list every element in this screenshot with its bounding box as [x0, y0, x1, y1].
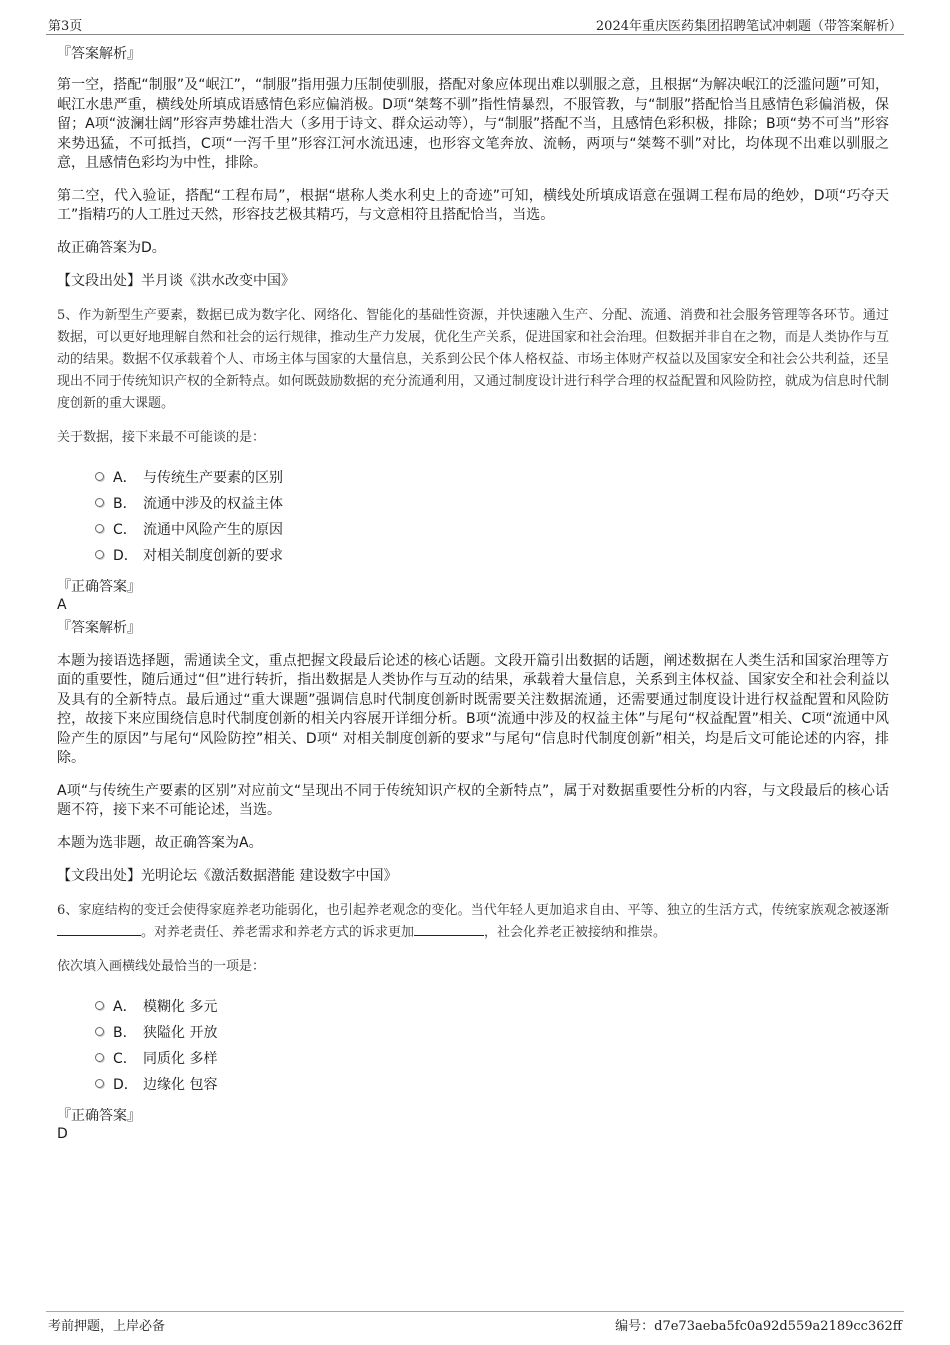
option-letter: C．	[113, 521, 137, 538]
q6-option-a[interactable]	[95, 993, 889, 1019]
q5-source: 【文段出处】光明论坛《激活数据潜能 建设数字中国》	[57, 868, 398, 884]
option-letter: B．	[113, 495, 137, 512]
option-letter: B．	[113, 1024, 137, 1041]
q6-option-d[interactable]	[95, 1071, 889, 1097]
option-text: 狭隘化 开放	[143, 1024, 218, 1041]
page-number: 第3页	[48, 19, 83, 34]
option-text: 流通中涉及的权益主体	[143, 495, 283, 512]
q4-source: 【文段出处】半月谈《洪水改变中国》	[57, 273, 295, 289]
q6-stem-part-2: 。对养老责任、养老需求和养老方式的诉求更加	[141, 925, 415, 940]
q6-answer-label: 『正确答案』	[57, 1107, 141, 1124]
radio-icon[interactable]	[95, 1027, 104, 1036]
q4-analysis-label: 『答案解析』	[57, 46, 141, 62]
footer-slogan: 考前押题，上岸必备	[48, 1319, 166, 1334]
q6-options	[95, 993, 889, 1097]
q6-option-c[interactable]	[95, 1045, 889, 1071]
q6-stem	[57, 900, 889, 944]
option-letter: A．	[113, 469, 137, 486]
option-text: 模糊化 多元	[143, 998, 218, 1015]
q5-option-a[interactable]	[95, 464, 889, 490]
q6-prompt: 依次填入画横线处最恰当的一项是：	[57, 959, 266, 974]
radio-icon[interactable]	[95, 1001, 104, 1010]
option-letter: A．	[113, 998, 137, 1015]
document-title: 2024年重庆医药集团招聘笔试冲刺题（带答案解析）	[595, 19, 902, 34]
option-text: 流通中风险产生的原因	[143, 521, 283, 538]
q6-blank-1	[57, 923, 141, 936]
q5-analysis-label: 『答案解析』	[57, 619, 141, 636]
q5-stem: 5、作为新型生产要素，数据已成为数字化、网络化、智能化的基础性资源，并快速融入生产、分配、流通、消费和社会服务管理等各环节。通过数据，可以更好地理解自然和社会的运行规律，推动生产力发展，优化生产关系，促进国家和社会治理。但数据并非自在之物，而是人类协作与互动的结果。数据不仅承载着个人、市场主体与国家的大量信息，关系到公民个体人格权益、市场主体财产权益以及国家安全和社会公共利益，还呈现出不同于传统知识产权的全新特点。如何既鼓励数据的充分流通利用，又通过制度设计进行科学合理的权益配置和风险防控，就成为信息时代制度创新的重大课题。	[57, 308, 890, 411]
q5-analysis-paragraph-1: 本题为接语选择题，需通读全文，重点把握文段最后论述的核心话题。文段开篇引出数据的话题，阐述数据在人类生活和国家治理等方面的重要性，随后通过“但”进行转折，指出数据是人类协作与互动的结果，承载着大量信息，关系到主体权益、国家安全和社会利益以及具有的全新特点。最后通过“重大课题”强调信息时代制度创新时既需要关注数据流通，还需要通过制度设计进行权益配置和风险防控，故接下来应围绕信息时代制度创新的相关内容展开详细分析。B项“流通中涉及的权益主体”与尾句“权益配置”相关、C项“流通中风险产生的原因”与尾句“风险防控”相关、D项“ 对相关制度创新的要求”与尾句“信息时代制度创新”相关，均是后文可能论述的内容，排除。	[57, 652, 889, 766]
q4-analysis-paragraph-2: 第二空，代入验证，搭配“工程布局”，根据“堪称人类水利史上的奇迹”可知，横线处所填成语意在强调工程布局的绝妙，D项“巧夺天工”指精巧的人工胜过天然，形容技艺极其精巧，与文意相符且搭配恰当，当选。	[57, 187, 889, 223]
q5-option-d[interactable]	[95, 542, 889, 568]
q5-option-c[interactable]	[95, 516, 889, 542]
q5-option-b[interactable]	[95, 490, 889, 516]
option-text: 对相关制度创新的要求	[143, 547, 283, 564]
option-text: 边缘化 包容	[143, 1076, 218, 1093]
radio-icon[interactable]	[95, 1079, 104, 1088]
radio-icon[interactable]	[95, 1053, 104, 1062]
q5-prompt: 关于数据，接下来最不可能谈的是：	[57, 430, 266, 445]
q4-analysis-paragraph-1: 第一空，搭配“制服”及“岷江”，“制服”指用强力压制使驯服，搭配对象应体现出难以驯服之意，且根据“为解决岷江的泛滥问题”可知，岷江水患严重，横线处所填成语感情色彩应偏消极。D项“桀骜不驯”指性情暴烈，不服管教，与“制服”搭配恰当且感情色彩偏消极，保留；A项“波澜壮阔”形容声势雄壮浩大（多用于诗文、群众运动等），与“制服”搭配不当，且感情色彩积极，排除；B项“势不可当”形容来势迅猛，不可抵挡，C项“一泻千里”形容江河水流迅速，也形容文笔奔放、流畅，两项与“桀骜不驯”对比，均体现不出难以驯服之意，且感情色彩均为中性，排除。	[57, 77, 889, 171]
q6-answer: D	[57, 1125, 68, 1142]
radio-icon[interactable]	[95, 524, 104, 533]
option-letter: D．	[113, 1076, 138, 1093]
main-content	[57, 44, 889, 1147]
option-letter: C．	[113, 1050, 137, 1067]
option-text: 同质化 多样	[143, 1050, 218, 1067]
q5-options	[95, 464, 889, 568]
q5-analysis-paragraph-2: A项“与传统生产要素的区别”对应前文“呈现出不同于传统知识产权的全新特点”，属于对数据重要性分析的内容，与文段最后的核心话题不符，接下来不可能论述，当选。	[57, 782, 889, 818]
q5-analysis-paragraph-3: 本题为选非题，故正确答案为A。	[57, 834, 263, 851]
option-letter: D．	[113, 547, 138, 564]
radio-icon[interactable]	[95, 550, 104, 559]
q6-blank-2	[414, 923, 484, 936]
q6-option-b[interactable]	[95, 1019, 889, 1045]
q4-analysis-paragraph-3: 故正确答案为D。	[57, 239, 166, 256]
page-header	[46, 12, 904, 35]
q6-stem-part-1: 6、家庭结构的变迁会使得家庭养老功能弱化，也引起养老观念的变化。当代年轻人更加追求自由、平等、独立的生活方式，传统家族观念被逐渐	[57, 903, 889, 918]
q5-answer-label: 『正确答案』	[57, 578, 141, 595]
q6-stem-part-3: ，社会化养老正被接纳和推崇。	[484, 925, 667, 940]
q5-answer: A	[57, 596, 67, 613]
document-code: 编号：d7e73aeba5fc0a92d559a2189cc362ff	[615, 1319, 902, 1334]
option-text: 与传统生产要素的区别	[143, 469, 283, 486]
radio-icon[interactable]	[95, 498, 104, 507]
page-footer	[46, 1311, 904, 1334]
radio-icon[interactable]	[95, 472, 104, 481]
